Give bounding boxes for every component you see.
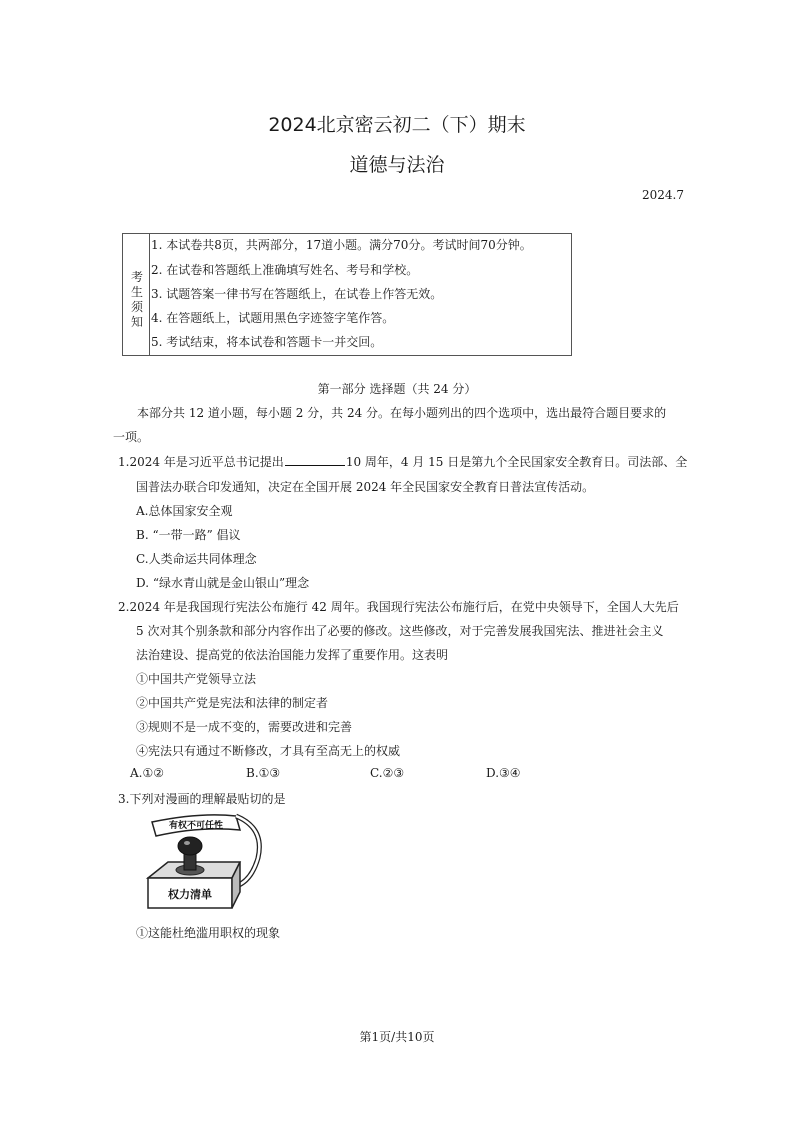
q2-option-c: C.②③	[370, 766, 405, 780]
exam-title: 2024北京密云初二（下）期末	[268, 114, 526, 136]
q2-statement-1: ①中国共产党领导立法	[136, 672, 257, 686]
page-footer: 第1页/共10页	[359, 1030, 435, 1044]
q3-statement-1: ①这能杜绝滥用职权的现象	[136, 926, 281, 940]
notice-label-char: 知	[131, 315, 144, 329]
q1-stem-after: 10 周年，4 月 15 日是第九个全民国家安全教育日。司法部、全	[345, 455, 688, 469]
notice-label-char: 须	[131, 300, 144, 314]
notice-label-char: 考	[131, 270, 144, 284]
q2-statement-4: ④宪法只有通过不断修改，才具有至高无上的权威	[136, 744, 401, 758]
part1-heading: 第一部分 选择题（共 24 分）	[317, 382, 477, 396]
q2-stem-line1: 2.2024 年是我国现行宪法公布施行 42 周年。我国现行宪法公布施行后，在党中央领导下，全国人大先后	[118, 600, 679, 614]
q2-option-b: B.①③	[246, 766, 281, 780]
q1-option-c: C.人类命运共同体理念	[136, 552, 257, 566]
notice-item: 4. 在答题纸上，试题用黑色字迹签字笔作答。	[151, 311, 395, 325]
q1-stem-before: 1.2024 年是习近平总书记提出	[118, 455, 284, 469]
q2-options	[0, 766, 794, 782]
q1-option-a: A.总体国家安全观	[136, 504, 233, 518]
cartoon-banner-text: 有权不可任性	[168, 821, 224, 831]
exam-subject: 道德与法治	[349, 154, 445, 176]
q2-option-a: A.①②	[130, 766, 164, 780]
q1-stem-line2: 国普法办联合印发通知，决定在全国开展 2024 年全民国家安全教育日普法宣传活动。	[136, 480, 595, 494]
exam-date: 2024.7	[642, 188, 684, 202]
notice-item: 5. 考试结束，将本试卷和答题卡一并交回。	[151, 335, 383, 349]
notice-item: 2. 在试卷和答题纸上准确填写姓名、考号和学校。	[151, 263, 419, 277]
q2-statement-3: ③规则不是一成不变的，需要改进和完善	[136, 720, 353, 734]
notice-label-char: 生	[131, 285, 144, 299]
cartoon-box-text: 权力清单	[168, 888, 212, 901]
notice-label	[123, 234, 150, 355]
q2-option-d: D.③④	[486, 766, 521, 780]
q1-fill-blank	[285, 453, 345, 466]
q3-stem: 3.下列对漫画的理解最贴切的是	[118, 792, 286, 806]
part1-intro-cont: 一项。	[113, 430, 150, 444]
q1-stem	[118, 453, 687, 470]
power-list-cartoon	[140, 808, 270, 918]
notice-box	[122, 233, 572, 356]
q1-option-b: B. “一带一路” 倡议	[136, 528, 241, 542]
notice-item: 3. 试题答案一律书写在答题纸上，在试卷上作答无效。	[151, 287, 443, 301]
q2-statement-2: ②中国共产党是宪法和法律的制定者	[136, 696, 329, 710]
notice-item: 1. 本试卷共8页，共两部分，17道小题。满分70分。考试时间70分钟。	[151, 238, 532, 252]
part1-intro: 本部分共 12 道小题，每小题 2 分，共 24 分。在每小题列出的四个选项中，选出最符合题目要求的	[137, 406, 667, 420]
q2-stem-line2: 5 次对其个别条款和部分内容作出了必要的修改。这些修改，对于完善发展我国宪法、推进社会主义	[136, 624, 664, 638]
q2-stem-line3: 法治建设、提高党的依法治国能力发挥了重要作用。这表明	[136, 648, 449, 662]
q1-option-d: D. “绿水青山就是金山银山”理念	[136, 576, 310, 590]
